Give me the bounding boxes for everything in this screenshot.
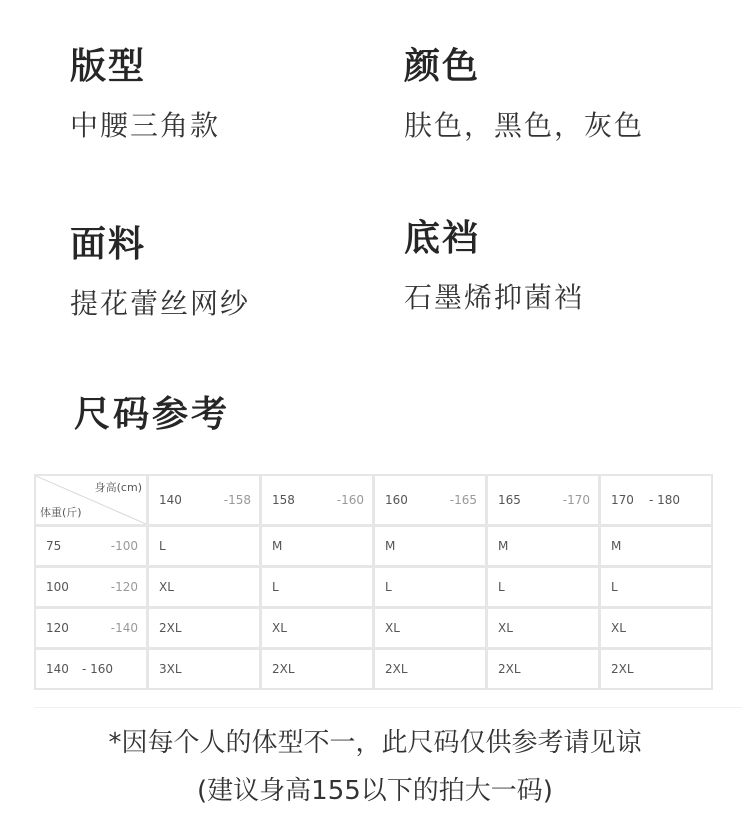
weight-axis-label: 体重(斤) (40, 506, 82, 519)
size-value: 2XL (272, 662, 295, 676)
size-value: XL (611, 621, 626, 635)
weight-cell (34, 566, 148, 608)
size-cell (486, 607, 600, 649)
weight-cell (34, 607, 148, 649)
size-advice-note: (建议身高155以下的拍大一码) (197, 776, 553, 806)
weight-cell (34, 648, 148, 690)
attr-title-color: 颜色 (404, 46, 481, 87)
height-header-cell (599, 474, 713, 526)
size-cell (147, 525, 261, 567)
table-corner-cell (34, 474, 148, 526)
size-cell (373, 607, 487, 649)
size-cell (147, 607, 261, 649)
size-cell (147, 648, 261, 690)
height-from: 165 (498, 493, 521, 507)
size-value: M (385, 539, 396, 553)
size-cell (599, 648, 713, 690)
size-value: L (272, 580, 279, 594)
weight-to: -120 (110, 580, 138, 594)
size-cell (599, 525, 713, 567)
weight-from: 100 (46, 580, 69, 594)
size-cell (260, 607, 374, 649)
size-disclaimer-note: *因每个人的体型不一，此尺码仅供参考请见谅 (108, 728, 642, 758)
size-value: L (385, 580, 392, 594)
size-cell (486, 525, 600, 567)
height-to: -170 (562, 493, 590, 507)
attr-value-fit: 中腰三角款 (70, 109, 221, 142)
size-cell (599, 607, 713, 649)
weight-from: 140 (46, 662, 69, 676)
size-cell (486, 648, 600, 690)
size-value: M (611, 539, 622, 553)
attr-value-crotch: 石墨烯抑菌裆 (404, 281, 585, 314)
height-to: -165 (449, 493, 477, 507)
weight-to: -140 (110, 621, 138, 635)
size-value: L (611, 580, 618, 594)
height-to: -158 (223, 493, 251, 507)
weight-to: -100 (110, 539, 138, 553)
size-value: XL (272, 621, 287, 635)
height-from: 160 (385, 493, 408, 507)
height-from: 170 (611, 493, 634, 507)
size-value: M (498, 539, 509, 553)
size-value: XL (385, 621, 400, 635)
height-axis-label: 身高(cm) (94, 481, 142, 494)
size-cell (373, 566, 487, 608)
size-cell (486, 566, 600, 608)
size-value: L (498, 580, 505, 594)
weight-from: 120 (46, 621, 69, 635)
size-cell (260, 525, 374, 567)
attr-value-fabric: 提花蕾丝网纱 (70, 287, 251, 320)
size-value: 2XL (611, 662, 634, 676)
attr-value-color: 肤色，黑色，灰色 (404, 109, 645, 142)
size-value: L (159, 539, 166, 553)
size-value: M (272, 539, 283, 553)
weight-cell (34, 525, 148, 567)
height-header-cell (147, 474, 261, 526)
size-cell (147, 566, 261, 608)
size-reference-heading: 尺码参考 (74, 394, 231, 435)
height-header-cell (373, 474, 487, 526)
size-cell (260, 648, 374, 690)
weight-from: 75 (46, 539, 62, 553)
attr-title-crotch: 底裆 (404, 218, 481, 259)
divider (34, 707, 742, 708)
size-value: 2XL (498, 662, 521, 676)
height-header-cell (260, 474, 374, 526)
size-value: 3XL (159, 662, 182, 676)
weight-to: - 160 (82, 662, 114, 676)
size-table (34, 474, 714, 692)
size-value: 2XL (385, 662, 408, 676)
size-value: 2XL (159, 621, 182, 635)
height-to: - 180 (649, 493, 681, 507)
height-from: 140 (159, 493, 182, 507)
height-header-cell (486, 474, 600, 526)
attr-title-fit: 版型 (70, 46, 147, 87)
height-to: -160 (336, 493, 364, 507)
height-from: 158 (272, 493, 295, 507)
size-cell (373, 648, 487, 690)
size-cell (373, 525, 487, 567)
size-value: XL (498, 621, 513, 635)
size-cell (599, 566, 713, 608)
attr-title-fabric: 面料 (70, 224, 147, 265)
size-value: XL (159, 580, 174, 594)
size-cell (260, 566, 374, 608)
